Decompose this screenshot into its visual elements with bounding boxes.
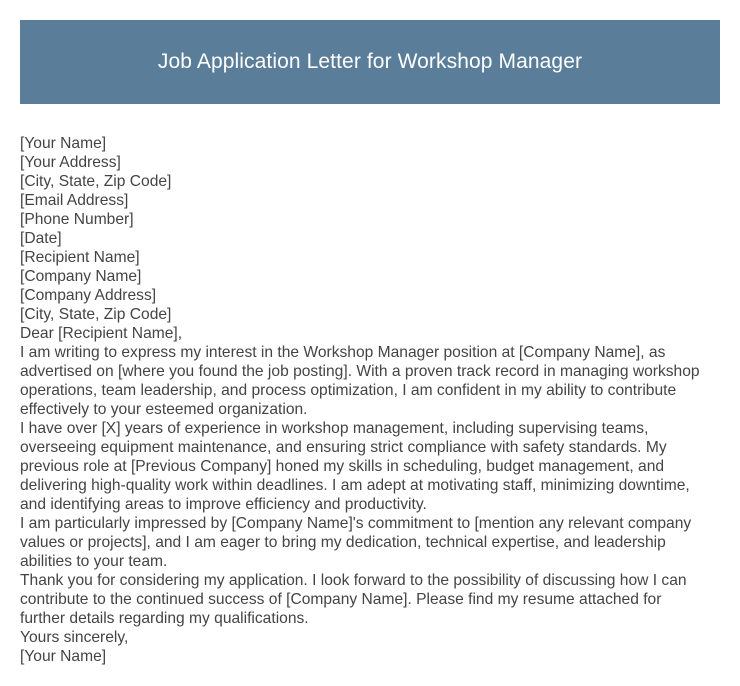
sender-name: [Your Name] <box>20 135 107 152</box>
paragraph-line: I am writing to express my interest in the Workshop Manager position at [Company Name], as <box>20 344 666 361</box>
paragraph-line: further details regarding my qualifications. <box>20 610 309 627</box>
title-banner <box>20 20 720 104</box>
paragraph-line: advertised on [where you found the job posting]. With a proven track record in managing workshop <box>20 363 700 380</box>
letter-date: [Date] <box>20 230 62 247</box>
paragraph-line: operations, team leadership, and process optimization, I am confident in my ability to contribute <box>20 382 677 399</box>
recipient-block <box>20 248 722 324</box>
paragraph-line: values or projects], and I am eager to bring my dedication, technical expertise, and leadership <box>20 534 666 551</box>
closing: Yours sincerely, <box>20 629 129 646</box>
sender-city-state-zip: [City, State, Zip Code] <box>20 173 172 190</box>
paragraph-line: I am particularly impressed by [Company Name]'s commitment to [mention any relevant company <box>20 515 692 532</box>
paragraph-line: Thank you for considering my application. I look forward to the possibility of discussing how I can <box>20 572 687 589</box>
signature: [Your Name] <box>20 648 107 665</box>
recipient-city-state-zip: [City, State, Zip Code] <box>20 306 172 323</box>
paragraph-thanks <box>20 571 722 628</box>
paragraph-line: contribute to the continued success of [Company Name]. Please find my resume attached for <box>20 591 662 608</box>
recipient-address: [Company Address] <box>20 287 157 304</box>
recipient-company: [Company Name] <box>20 268 142 285</box>
paragraph-line: previous role at [Previous Company] honed my skills in scheduling, budget management, and <box>20 458 665 475</box>
paragraph-intro <box>20 343 722 419</box>
paragraph-line: I have over [X] years of experience in workshop management, including supervising teams, <box>20 420 649 437</box>
salutation: Dear [Recipient Name], <box>20 325 183 342</box>
paragraph-company-interest <box>20 514 722 571</box>
sender-phone: [Phone Number] <box>20 211 134 228</box>
paragraph-line: overseeing equipment maintenance, and ensuring strict compliance with safety standards. My <box>20 439 667 456</box>
page-title: Job Application Letter for Workshop Manager <box>157 50 583 73</box>
paragraph-line: abilities to your team. <box>20 553 168 570</box>
paragraph-experience <box>20 419 722 514</box>
paragraph-line: effectively to your esteemed organization. <box>20 401 308 418</box>
sender-email: [Email Address] <box>20 192 129 209</box>
recipient-name: [Recipient Name] <box>20 249 140 266</box>
sender-address: [Your Address] <box>20 154 121 171</box>
sender-block <box>20 134 722 248</box>
letter-body <box>20 134 722 666</box>
paragraph-line: and identifying areas to improve efficiency and productivity. <box>20 496 427 513</box>
paragraph-line: delivering high-quality work within deadlines. I am adept at motivating staff, minimizing downtime, <box>20 477 690 494</box>
